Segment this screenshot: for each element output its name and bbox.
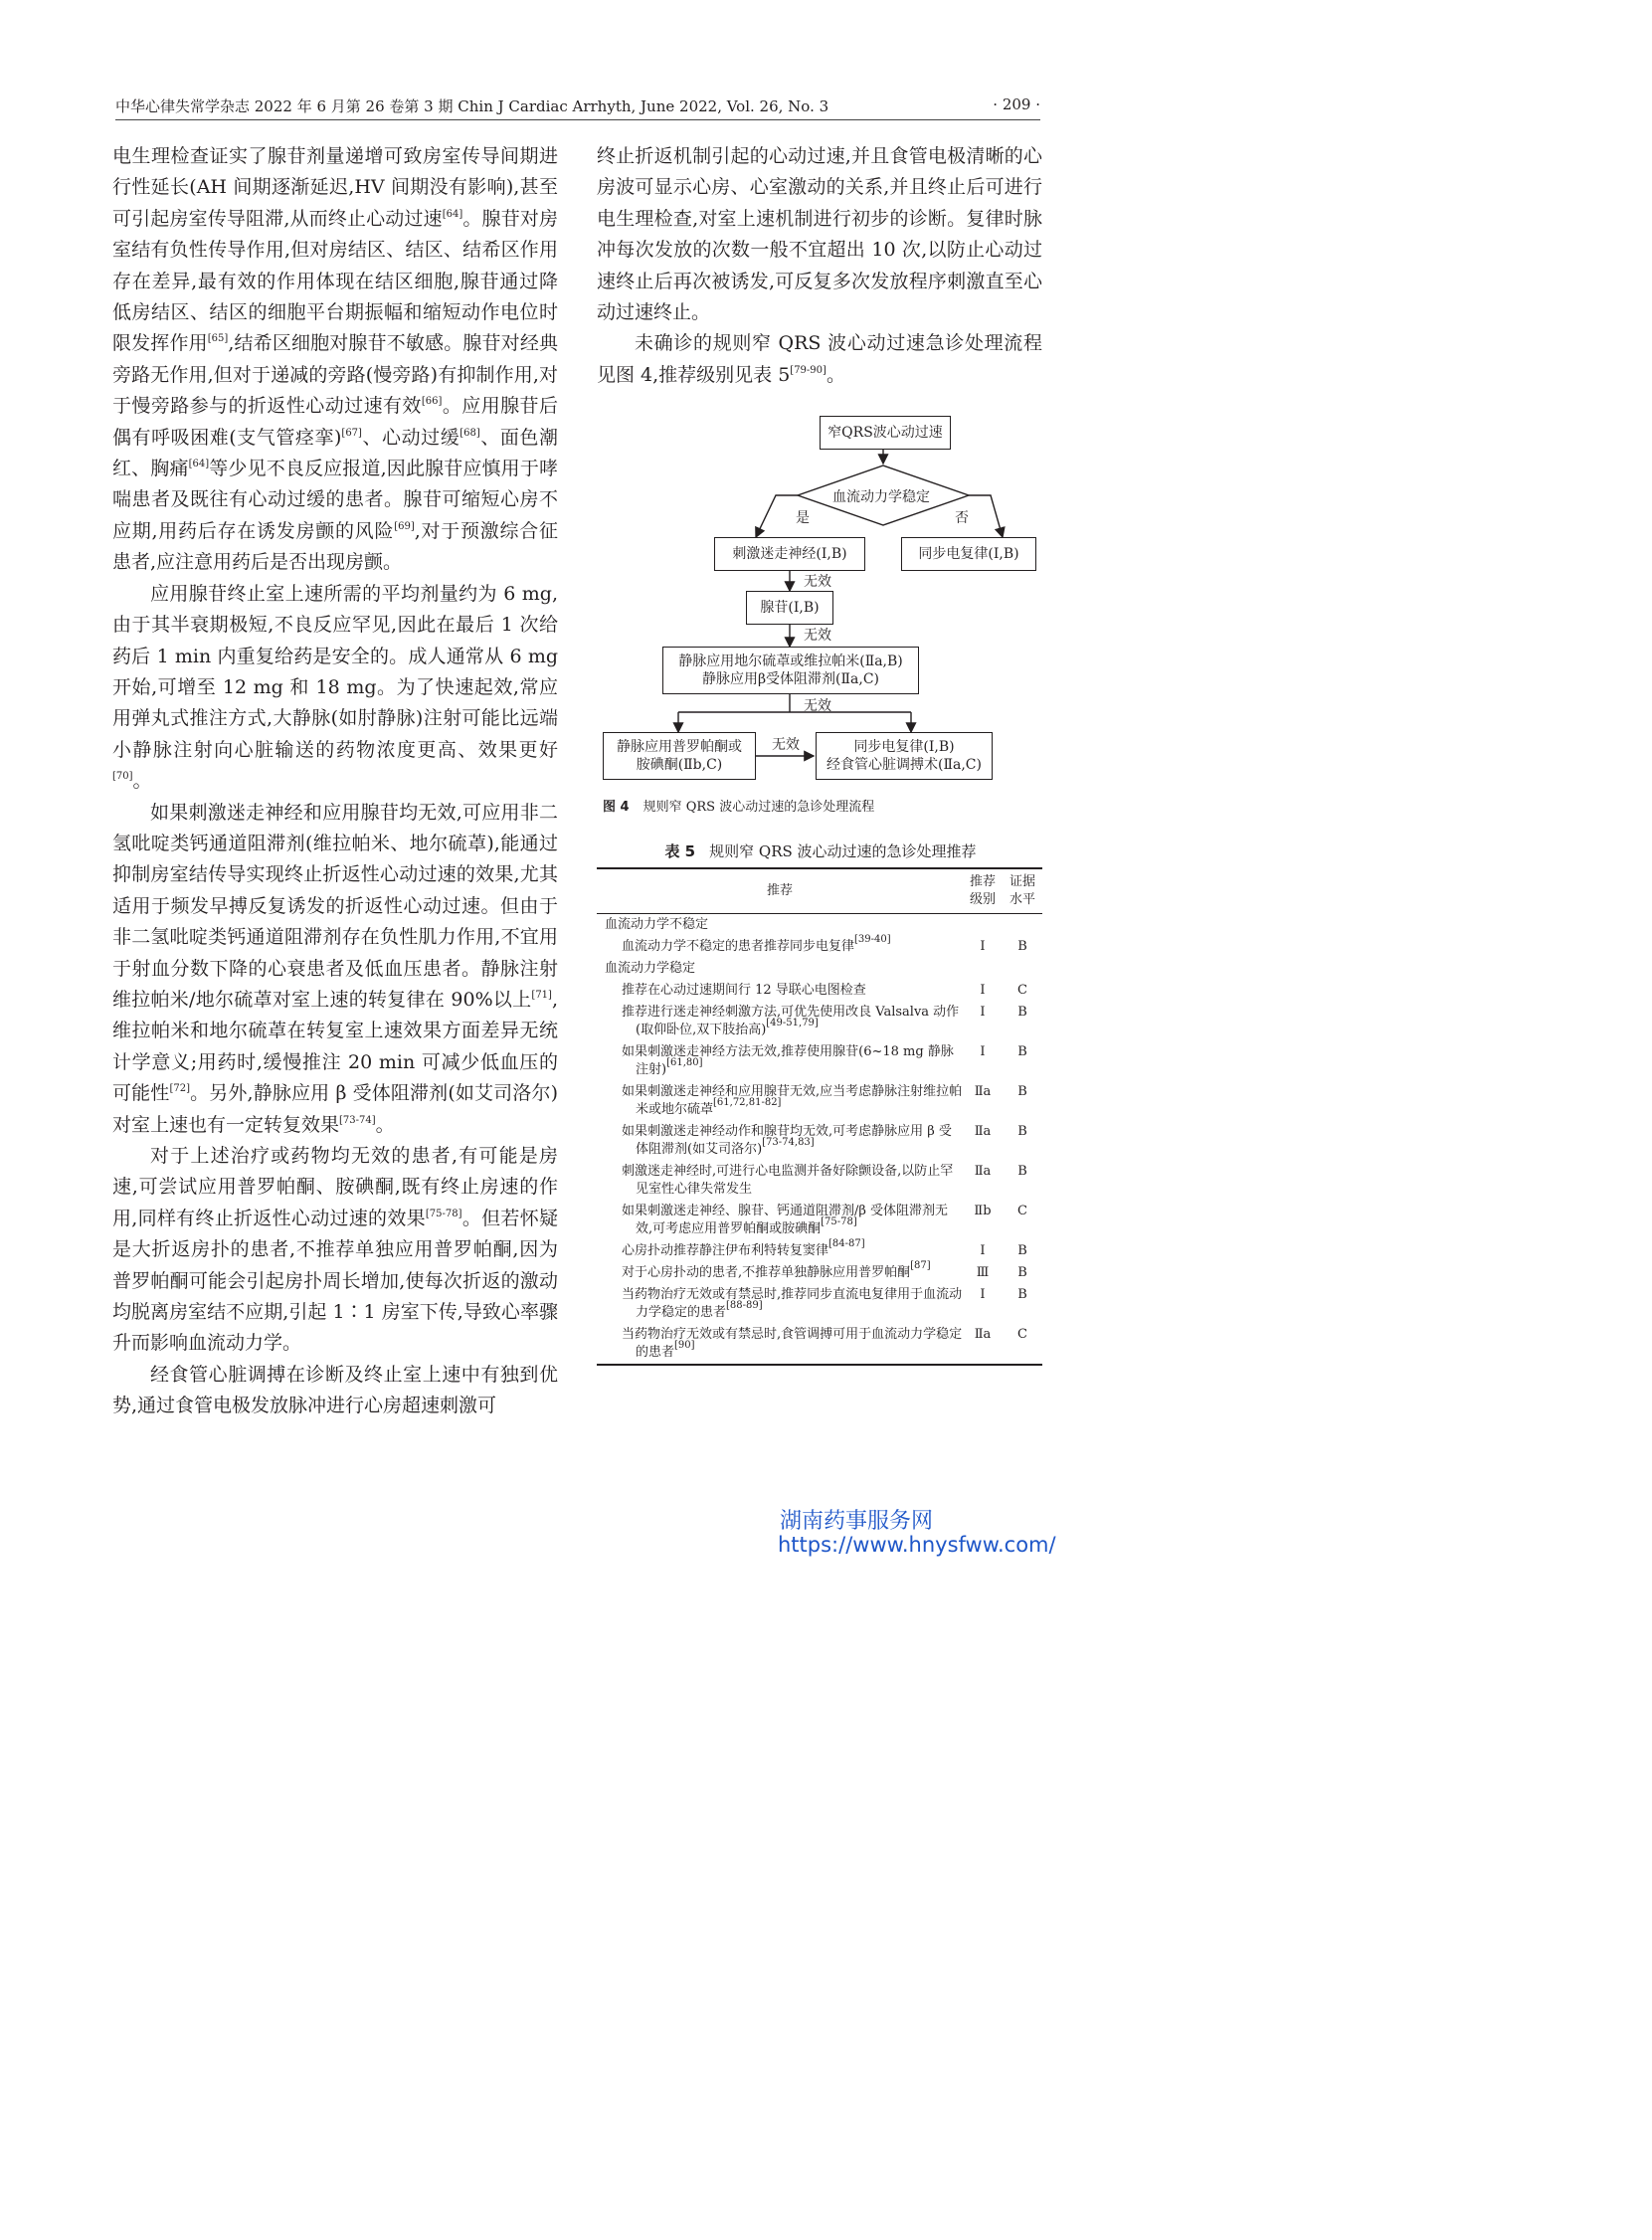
flow-ineffective-label: 无效 (804, 574, 831, 590)
group-label: 血流动力学稳定 (605, 961, 696, 976)
citation-ref: [61,80] (666, 1057, 703, 1068)
text-run: 未确诊的规则窄 QRS 波心动过速急诊处理流程见图 4,推荐级别见表 5 (597, 332, 1042, 386)
citation-ref: [70] (112, 771, 133, 783)
recommendation-cell (597, 1081, 963, 1121)
recommendation-table (597, 867, 1042, 1366)
recommendation-text (622, 1326, 963, 1362)
grade-cell: Ⅰ (980, 1044, 986, 1059)
text-run: 。 (375, 1113, 395, 1136)
text-run: ,对于预激综合征患者,应注意用药后是否出现房颤。 (112, 519, 559, 574)
paragraph (112, 141, 558, 579)
header-grade: 推荐 级别 (969, 874, 996, 907)
grade-cell: Ⅲ (976, 1265, 990, 1280)
grade-cell: Ⅱa (974, 1164, 992, 1179)
table-title-text: 规则窄 QRS 波心动过速的急诊处理推荐 (709, 842, 977, 860)
table-row (597, 1240, 1042, 1262)
evidence-cell: B (1017, 1044, 1027, 1059)
recommendation-text (622, 1123, 963, 1159)
recommendation-cell (597, 980, 963, 1002)
recommendation-cell (597, 1324, 963, 1365)
evidence-cell: B (1017, 1164, 1027, 1179)
citation-ref: [72] (169, 1083, 190, 1095)
running-header (115, 95, 1040, 120)
grade-cell: Ⅰ (980, 983, 986, 998)
text-run: 应用腺苷终止室上速所需的平均剂量约为 6 mg,由于其半衰期极短,不良反应罕见,因此在最后 1 次给药后 1 min 内重复给药是安全的。成人通常从 6 mg 开始,可增至 12 mg 和 18 mg。为了快速起效,常应用弹丸式推注方式,大静脉(如肘静脉)注射可能比远端小静脉注射向心脏输送的药物浓度更高、效果更好 (112, 582, 558, 761)
citation-ref: [66] (421, 396, 443, 408)
citation-ref: [79-90] (790, 364, 826, 376)
recommendation-text (622, 1043, 963, 1079)
grade-cell: Ⅰ (980, 1287, 986, 1302)
recommendation-cell (597, 1041, 963, 1081)
page-number: · 209 · (993, 95, 1040, 113)
recommendation-cell (597, 1262, 963, 1284)
recommendation-cell (597, 1161, 963, 1201)
text-run: 如果刺激迷走神经和应用腺苷均无效,可应用非二氢吡啶类钙通道阻滞剂(维拉帕米、地尔硫䓬),能通过抑制房室结传导实现终止折返性心动过速的效果,尤其适用于频发早搏反复诱发的折返性心动过速。但由于非二氢吡啶类钙通道阻滞剂存在负性肌力作用,不宜用于射血分数下降的心衰患者及低血压患者。静脉注射维拉帕米/地尔硫䓬对室上速的转复律在 90%以上 (112, 801, 558, 1011)
citation-ref: [87] (910, 1260, 931, 1271)
table-header-row (597, 868, 1042, 914)
recommendation-cell (597, 1121, 963, 1161)
text-run: 。 (132, 770, 152, 793)
citation-ref: [49-51,79] (766, 1018, 819, 1028)
table-row (597, 1161, 1042, 1201)
text-run: 对于上述治疗或药物均无效的患者,有可能是房速,可尝试应用普罗帕酮、胺碘酮,既有终止房速的作用,同样有终止折返性心动过速的效果 (112, 1145, 558, 1229)
table-title (597, 840, 1044, 861)
paragraph (112, 579, 558, 798)
recommendation-cell (597, 936, 963, 958)
flow-ineffective-label: 无效 (804, 628, 831, 644)
grade-cell: Ⅱb (974, 1204, 992, 1218)
citation-ref: [67] (341, 427, 362, 439)
group-label: 血流动力学不稳定 (605, 917, 709, 932)
arrow-yes (756, 495, 798, 537)
text-run: 。但若怀疑是大折返房扑的患者,不推荐单独应用普罗帕酮,因为普罗帕酮可能会引起房扑周长增加,使每次折返的激动均脱离房室结不应期,引起 1∶1 房室下传,导致心率骤升而影响血流动力学。 (112, 1207, 558, 1355)
table-row (597, 1002, 1042, 1041)
header-recommendation: 推荐 (766, 883, 793, 898)
recommendation-body: 如果刺激迷走神经和应用腺苷无效,应当考虑静脉注射维拉帕米或地尔硫䓬 (622, 1084, 963, 1117)
flow-yes-label: 是 (796, 510, 810, 526)
grade-cell: Ⅰ (980, 939, 986, 954)
recommendation-body: 推荐进行迷走神经刺激方法,可优先使用改良 Valsalva 动作(取仰卧位,双下肢抬高) (622, 1005, 960, 1037)
recommendation-text (622, 1083, 963, 1119)
recommendation-text (622, 1203, 963, 1238)
citation-ref: [39-40] (854, 934, 891, 945)
flow-cardioversion-box: 同步电复律(Ⅰ,B) (901, 537, 1036, 571)
table-row (597, 1201, 1042, 1240)
paragraph: 经食管心脏调搏在诊断及终止室上速中有独到优势,通过食管电极发放脉冲进行心房超速刺激可 (112, 1363, 558, 1417)
recommendation-body: 如果刺激迷走神经动作和腺苷均无效,可考虑静脉应用 β 受体阻滞剂(如艾司洛尔) (622, 1124, 952, 1157)
recommendation-text (622, 1004, 963, 1039)
recommendation-text (622, 1286, 963, 1322)
table-row (597, 980, 1042, 1002)
flow-adenosine-box: 腺苷(Ⅰ,B) (746, 591, 833, 625)
flow-final-box: 同步电复律(Ⅰ,B) 经食管心脏调搏术(Ⅱa,C) (816, 732, 993, 780)
citation-ref: [71] (531, 989, 552, 1001)
evidence-cell: C (1017, 983, 1027, 998)
flow-vagal-box: 刺激迷走神经(Ⅰ,B) (714, 537, 865, 571)
paragraph (112, 798, 558, 1141)
grade-cell: Ⅱa (974, 1084, 992, 1099)
evidence-cell: B (1017, 1287, 1027, 1302)
evidence-cell: B (1017, 1265, 1027, 1280)
citation-ref: [64] (188, 459, 210, 470)
grade-cell: Ⅱa (974, 1327, 992, 1342)
recommendation-body: 对于心房扑动的患者,不推荐单独静脉应用普罗帕酮 (622, 1265, 911, 1280)
recommendation-body: 当药物治疗无效或有禁忌时,食管调搏可用于血流动力学稳定的患者 (622, 1327, 963, 1360)
evidence-cell: C (1017, 1327, 1027, 1342)
citation-ref: [88-89] (726, 1300, 763, 1311)
text-run: 。 (826, 363, 845, 386)
figure-label: 图 4 (603, 800, 630, 815)
recommendation-body: 如果刺激迷走神经方法无效,推荐使用腺苷(6~18 mg 静脉注射) (622, 1044, 954, 1077)
text-run: ,结希区细胞对腺苷不敏感。腺苷对经典旁路无作用,但对于递减的旁路(慢旁路)有抑制作用,对于慢旁路参与的折返性心动过速有效 (112, 332, 558, 418)
text-run: 、心动过缓 (361, 426, 460, 449)
journal-citation: 中华心律失常学杂志 2022 年 6 月第 26 卷第 3 期 Chin J Cardiac Arrhyth, June 2022, Vol. 26, No. 3 (115, 97, 829, 115)
flow-no-label: 否 (955, 510, 969, 526)
recommendation-cell (597, 1002, 963, 1041)
paragraph: 终止折返机制引起的心动过速,并且食管电极清晰的心房波可显示心房、心室激动的关系,并且终止后可进行电生理检查,对室上速机制进行初步的诊断。复律时脉冲每次发放的次数一般不宜超出 10 次,以防止心动过速终止后再次被诱发,可反复多次发放程序刺激直至心动过速终止。 (597, 145, 1042, 324)
flow-ineffective-label: 无效 (804, 698, 831, 714)
watermark-title: 湖南药事服务网 (780, 1509, 934, 1534)
table-row (597, 936, 1042, 958)
paragraph (597, 328, 1042, 391)
citation-ref: [73-74] (339, 1114, 376, 1126)
table-row (597, 1041, 1042, 1081)
table-row (597, 1284, 1042, 1324)
grade-cell: Ⅱa (974, 1124, 992, 1139)
flow-ccb-box: 静脉应用地尔硫䓬或维拉帕米(Ⅱa,B) 静脉应用β受体阻滞剂(Ⅱa,C) (662, 647, 919, 694)
paragraph (112, 1141, 558, 1360)
recommendation-body: 血流动力学不稳定的患者推荐同步电复律 (622, 939, 855, 954)
table-row (597, 1262, 1042, 1284)
table-row (597, 1121, 1042, 1161)
figure-caption (603, 796, 874, 815)
table-group-row (597, 958, 1042, 980)
table-row (597, 1324, 1042, 1365)
watermark-url: https://www.hnysfww.com/ (778, 1533, 1056, 1557)
arrow-no (969, 495, 1003, 537)
recommendation-body: 当药物治疗无效或有禁忌时,推荐同步直流电复律用于血流动力学稳定的患者 (622, 1287, 963, 1320)
flow-decision-label: 血流动力学稳定 (832, 489, 930, 505)
evidence-cell: B (1017, 1084, 1027, 1099)
evidence-cell: B (1017, 1124, 1027, 1139)
text-run: 。腺苷对房室结有负性传导作用,但对房结区、结区、结希区作用存在差异,最有效的作用体现在结区细胞,腺苷通过降低房结区、结区的细胞平台期振幅和缩短动作电位时限发挥作用 (112, 207, 558, 355)
recommendation-body: 如果刺激迷走神经、腺苷、钙通道阻滞剂/β 受体阻滞剂无效,可考虑应用普罗帕酮或胺碘酮 (622, 1204, 949, 1236)
citation-ref: [73-74,83] (762, 1137, 815, 1148)
text-run: 电生理检查证实了腺苷剂量递增可致房室传导间期进行性延长(AH 间期逐渐延迟,HV 间期没有影响),甚至可引起房室传导阻滞,从而终止心动过速 (112, 145, 558, 230)
recommendation-text (622, 1238, 963, 1260)
table-label: 表 5 (664, 842, 696, 860)
evidence-cell: B (1017, 1243, 1027, 1258)
evidence-cell: B (1017, 939, 1027, 954)
flowchart (597, 408, 1044, 786)
text-run: 等少见不良反应报道,因此腺苷应慎用于哮喘患者及既往有心动过缓的患者。腺苷可缩短心房不应期,用药后存在诱发房颤的风险 (112, 458, 558, 542)
recommendation-cell (597, 1201, 963, 1240)
citation-ref: [75-78] (821, 1216, 857, 1227)
recommendation-text (622, 934, 963, 956)
recommendation-cell (597, 1240, 963, 1262)
figure-caption-text: 规则窄 QRS 波心动过速的急诊处理流程 (642, 800, 875, 815)
grade-cell: Ⅰ (980, 1243, 986, 1258)
flow-start-box: 窄QRS波心动过速 (820, 416, 951, 450)
table-body (597, 914, 1042, 1366)
citation-ref: [64] (442, 208, 463, 220)
recommendation-text (622, 1163, 963, 1199)
citation-ref: [68] (459, 427, 480, 439)
recommendation-body: 心房扑动推荐静注伊布利特转复窦律 (622, 1243, 829, 1258)
citation-ref: [90] (674, 1340, 695, 1351)
citation-ref: [69] (394, 520, 415, 532)
left-column (112, 141, 558, 1422)
evidence-cell: C (1017, 1204, 1027, 1218)
table-row (597, 1081, 1042, 1121)
recommendation-body: 推荐在心动过速期间行 12 导联心电图检查 (622, 983, 866, 998)
grade-cell: Ⅰ (980, 1005, 986, 1020)
evidence-cell: B (1017, 1005, 1027, 1020)
text-run: 。应用腺苷后偶有呼吸困难(支气管痉挛) (112, 395, 558, 449)
table-group-row (597, 914, 1042, 937)
text-run: 。另外,静脉应用 β 受体阻滞剂(如艾司洛尔)对室上速也有一定转复效果 (112, 1082, 558, 1136)
recommendation-cell (597, 1284, 963, 1324)
citation-ref: [65] (207, 333, 229, 345)
flow-ineffective-label: 无效 (772, 737, 800, 753)
recommendation-text (622, 1260, 963, 1282)
right-column (597, 141, 1042, 391)
text-run: ,维拉帕米和地尔硫䓬在转复室上速效果方面差异无统计学意义;用药时,缓慢推注 20 min 可减少低血压的可能性 (112, 988, 558, 1105)
citation-ref: [84-87] (828, 1238, 865, 1249)
citation-ref: [75-78] (425, 1208, 462, 1219)
citation-ref: [61,72,81-82] (713, 1097, 782, 1108)
header-evidence: 证据 水平 (1009, 874, 1035, 907)
text-run: 、面色潮红、胸痛 (112, 426, 558, 480)
recommendation-text (622, 982, 963, 1000)
flow-antiarrhythmic-box: 静脉应用普罗帕酮或 胺碘酮(Ⅱb,C) (603, 732, 756, 780)
recommendation-body: 刺激迷走神经时,可进行心电监测并备好除颤设备,以防止罕见室性心律失常发生 (622, 1164, 954, 1197)
